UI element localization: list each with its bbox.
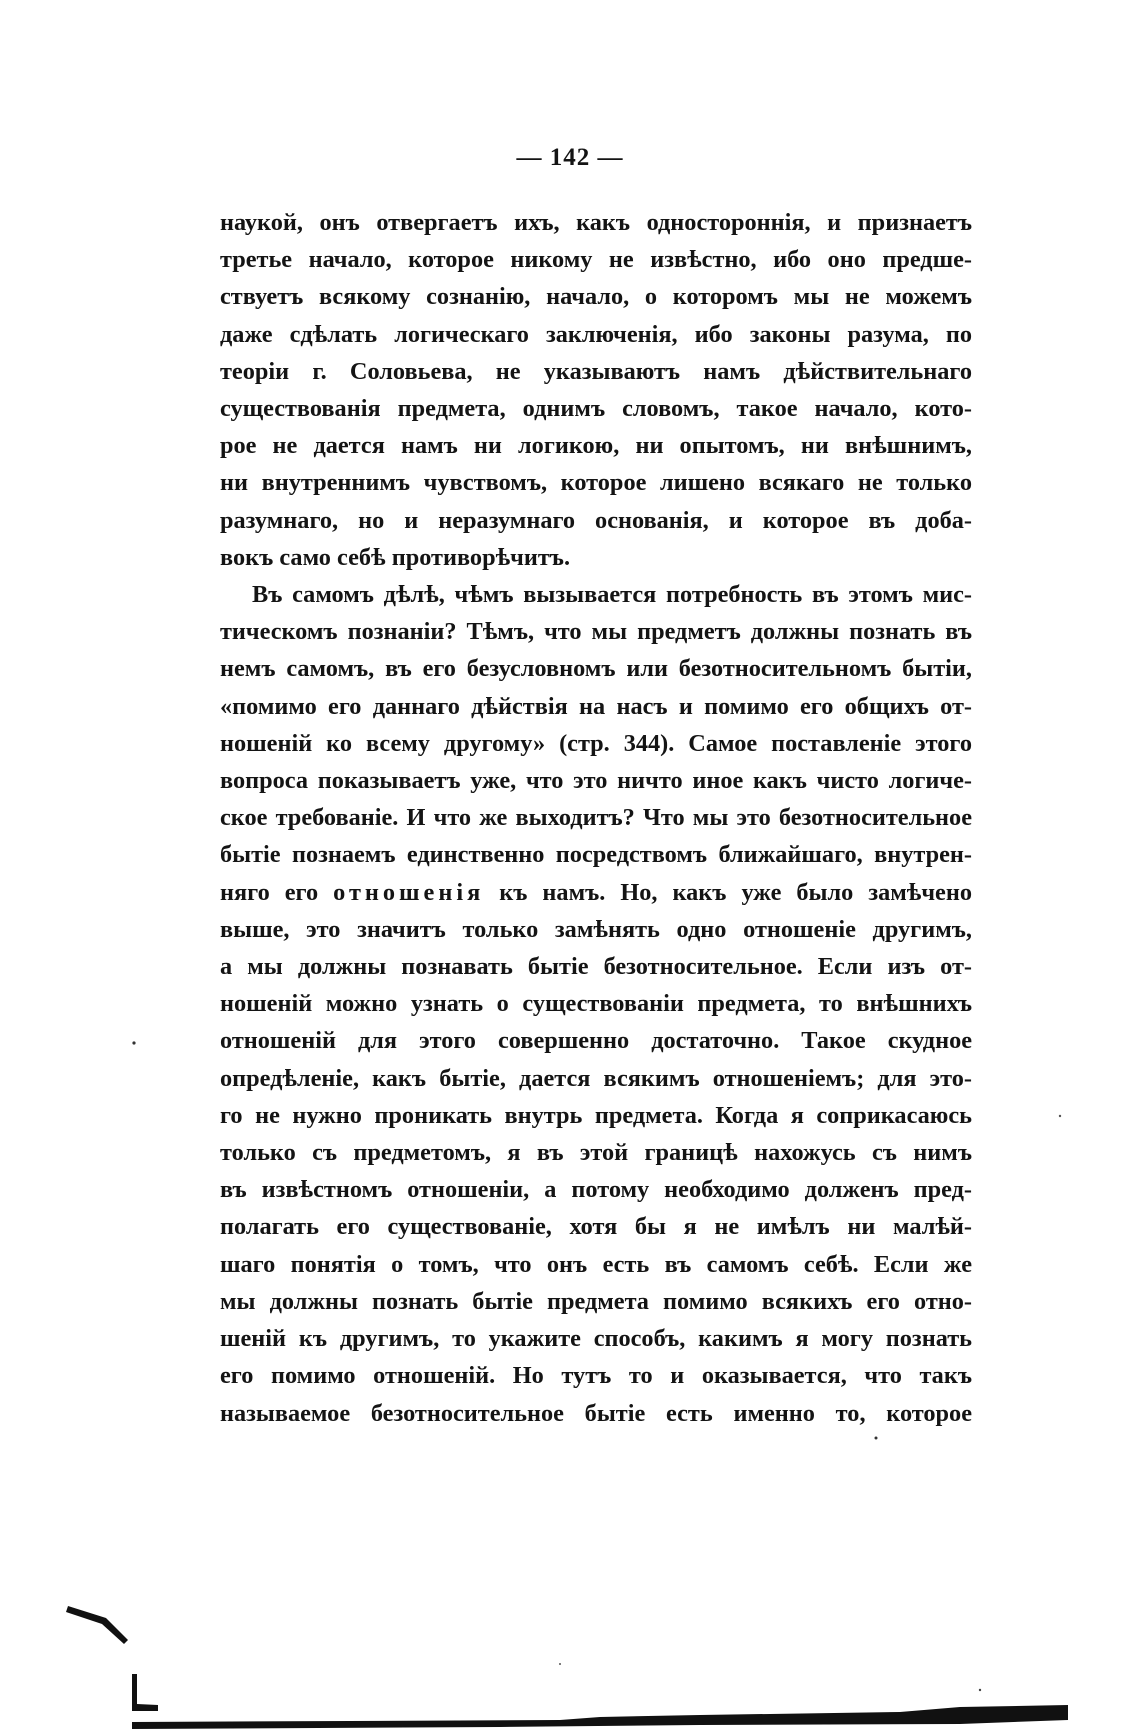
scan-speck: [979, 1689, 981, 1691]
text-line: тическомъ познаніи? Тѣмъ, что мы предметъ должны познать въ: [220, 618, 972, 646]
text-line: Въ самомъ дѣлѣ, чѣмъ вызывается потребность въ этомъ мис-: [252, 581, 972, 609]
body-text: [220, 204, 972, 1432]
scan-mark-arrow: [66, 1606, 128, 1644]
text-line: наукой, онъ отвергаетъ ихъ, какъ одностороннія, и признаетъ: [220, 209, 972, 236]
text-line: вопроса показываетъ уже, что это ничто иное какъ чисто логиче-: [220, 767, 972, 795]
text-line: называемое безотносительное бытіе есть именно то, которое: [220, 1399, 972, 1427]
text-line: выше, это значитъ только замѣнять одно отношеніе другимъ,: [220, 915, 972, 943]
text-line: бытіе познаемъ единственно посредствомъ ближайшаго, внутрен-: [220, 841, 972, 869]
text-line: ни внутреннимъ чувствомъ, которое лишено всякаго не только: [220, 469, 972, 497]
text-line: третье начало, которое никому не извѣстно, ибо оно предше-: [220, 246, 972, 274]
text-line: вокъ само себѣ противорѣчитъ.: [220, 543, 571, 571]
text-line: ствуетъ всякому сознанію, начало, о которомъ мы не можемъ: [220, 283, 972, 311]
text-line: ское требованіе. И что же выходитъ? Что мы это безотносительное: [220, 804, 972, 832]
text-line: рое не дается намъ ни логикою, ни опытомъ, ни внѣшнимъ,: [220, 432, 972, 460]
scan-speck: [132, 1041, 135, 1044]
scan-bottom-edge: [132, 1705, 1068, 1729]
scan-mark-corner: [132, 1674, 158, 1711]
text-line: его помимо отношеній. Но тутъ то и оказывается, что такъ: [220, 1362, 972, 1390]
text-line: мы должны познать бытіе предмета помимо всякихъ его отно-: [220, 1287, 972, 1315]
text-line: существованія предмета, однимъ словомъ, такое начало, кото-: [220, 395, 972, 423]
page-number: — 142 —: [516, 144, 624, 171]
text-fragment: къ намъ. Но, какъ уже было замѣчено: [499, 878, 972, 906]
text-line: отношеній для этого совершенно достаточно. Такое скудное: [220, 1027, 972, 1055]
text-line: ношеній можно узнать о существованіи предмета, то внѣшнихъ: [220, 990, 972, 1018]
text-line-spaced: [220, 874, 972, 911]
text-line: даже сдѣлать логическаго заключенія, ибо законы разума, по: [220, 320, 972, 348]
text-line: шеній къ другимъ, то укажите способъ, какимъ я могу познать: [220, 1325, 972, 1353]
text-line: а мы должны познавать бытіе безотносительное. Если изъ от-: [220, 953, 972, 981]
text-line: ношеній ко всему другому» (стр. 344). Самое поставленіе этого: [220, 729, 972, 757]
scan-speck: [875, 1437, 878, 1440]
text-line: въ извѣстномъ отношеніи, а потому необходимо долженъ пред-: [220, 1176, 972, 1204]
text-line: шаго понятія о томъ, что онъ есть въ самомъ себѣ. Если же: [220, 1250, 972, 1278]
scan-speck: [1059, 1115, 1061, 1117]
text-line: немъ самомъ, въ его безусловномъ или безотносительномъ бытіи,: [220, 655, 972, 683]
paragraph-1: [220, 204, 972, 576]
text-fragment: няго его: [220, 878, 319, 906]
text-line: разумнаго, но и неразумнаго основанія, и которое въ доба-: [220, 506, 972, 534]
text-line: опредѣленіе, какъ бытіе, дается всякимъ отношеніемъ; для это-: [220, 1064, 972, 1092]
text-line: «помимо его даннаго дѣйствія на насъ и помимо его общихъ от-: [220, 692, 972, 720]
text-line: теоріи г. Соловьева, не указываютъ намъ дѣйствительнаго: [220, 357, 972, 385]
paragraph-2: [220, 576, 972, 1432]
text-line: полагать его существованіе, хотя бы я не имѣлъ ни малѣй-: [220, 1213, 972, 1241]
emphasized-word: отношенія: [333, 878, 485, 906]
scan-speck: [559, 1663, 561, 1665]
text-line: го не нужно проникать внутрь предмета. Когда я соприкасаюсь: [220, 1101, 972, 1129]
text-line: только съ предметомъ, я въ этой границѣ нахожусь съ нимъ: [220, 1139, 972, 1167]
